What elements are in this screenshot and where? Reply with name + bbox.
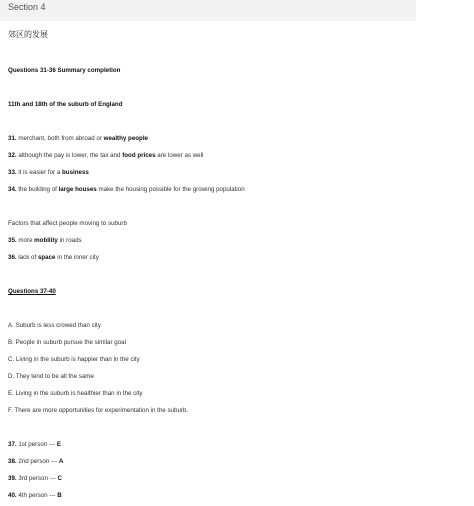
question-number: 31. [8,135,17,142]
question-number: 32. [8,152,17,159]
question-item-35 [8,237,82,244]
question-number: 35. [8,237,17,244]
option-d: D. They tend to be all the same [8,373,94,380]
questions-37-40-heading: Questions 37-40 [8,288,56,295]
question-item-32 [8,152,203,159]
answer-label: 2nd person --- [16,458,59,465]
option-a: A. Suburb is less crowed than city [8,322,101,329]
answer-letter: A [58,458,64,465]
question-text: although the pay is lower, the tax and [16,152,123,159]
summary-subheading: 11th and 18th of the suburb of England [8,101,123,108]
answer-keyword: space [37,254,56,261]
answer-keyword: mobility [34,237,58,244]
question-text: the building of [16,186,59,193]
question-text-tail: in roads [57,237,82,244]
question-text: it is easier for a [16,169,63,176]
question-text-tail: are lower as well [155,152,204,159]
answer-item-38 [8,458,63,465]
question-item-34 [8,186,245,193]
question-number: 38. [8,458,17,465]
option-f: F. There are more opportunities for experimentation in the suburb. [8,407,189,414]
answer-item-37 [8,441,61,448]
answer-keyword: large houses [58,186,97,193]
answer-keyword: business [62,169,89,176]
answer-letter: C [57,475,62,482]
answer-item-40 [8,492,62,499]
question-text-tail: make the housing possible for the growing population [96,186,245,193]
summary-heading: Questions 31-36 Summary completion [8,67,121,74]
question-text: lack of [16,254,38,261]
option-e: E. Living in the suburb is healthier than in the city [8,390,143,397]
section-title: Section 4 [8,2,46,12]
section-header-bar [0,0,416,21]
question-number: 34. [8,186,17,193]
option-b: B. People in suburb pursue the similar goal [8,339,126,346]
option-c: C. Living in the suburb is happier than in the city [8,356,140,363]
answer-label: 3rd person --- [16,475,58,482]
answer-keyword: wealthy people [103,135,148,142]
question-item-36 [8,254,99,261]
question-item-31 [8,135,148,142]
question-number: 37. [8,441,17,448]
factors-heading: Factors that affect people moving to suburb [8,220,127,227]
answer-letter: B [57,492,62,499]
question-text: more [16,237,35,244]
answer-label: 4th person --- [16,492,58,499]
answer-label: 1st person --- [16,441,57,448]
question-number: 36. [8,254,17,261]
question-number: 40. [8,492,17,499]
question-item-33 [8,169,89,176]
answer-item-39 [8,475,62,482]
question-text-tail: in the inner city [55,254,99,261]
answer-letter: E [56,441,61,448]
question-number: 39. [8,475,17,482]
answer-keyword: food prices [122,152,156,159]
question-number: 33. [8,169,17,176]
chinese-title: 郊区的发展 [8,30,48,39]
question-text: merchant, both from abroad or [16,135,104,142]
